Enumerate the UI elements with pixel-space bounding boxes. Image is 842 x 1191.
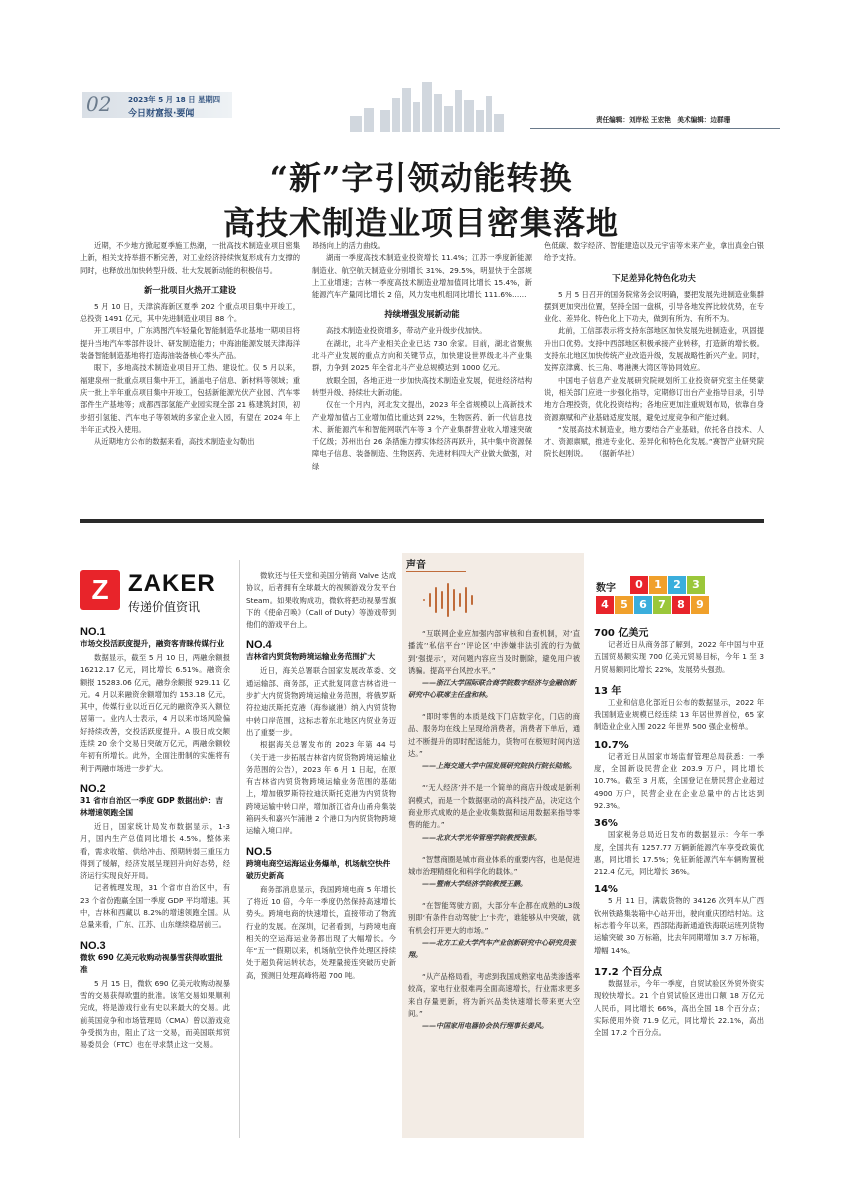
sound-wave-icon [420, 582, 478, 618]
brief-title: 跨境电商空运海运业务爆单，机场航空快件破历史新高 [246, 858, 391, 880]
brief-paragraph: 微软还与任天堂和美国分销商 Valve 达成协议，后者拥有全球最大的视频游戏分发平台 Steam。如果收购成功，微软将把动视暴雪旗下的《使命召唤》（Call of Duty）等游戏带到他们的游戏平台上。 [246, 571, 396, 630]
quote-attribution: ——暨南大学经济学院教授王鹏。 [422, 879, 527, 889]
brief-title: 微软 690 亿美元收购动视暴雪获得欧盟批准 [80, 952, 223, 974]
stat-paragraph: 记者近日从商务部了解到，2022 年中国与中亚五国贸易额实现 700 亿美元贸易目标，今年 1 至 3 月贸易额同比增长 22%，发展势头强劲。 [594, 640, 764, 674]
brief-number: NO.3 [80, 939, 106, 952]
editors-credit: 责任编辑：刘岸松 王宏艳 美术编辑：边群珊 [596, 116, 731, 124]
quote-attribution: ——上海交通大学中国发展研究院执行院长陆铭。 [422, 761, 576, 771]
zaker-logo-letter: Z [91, 574, 109, 605]
brief-title: 吉林省内贸货物跨境运输业务范围扩大 [246, 652, 376, 662]
article-paragraph: 开工项目中，广东鸿图汽车轻量化智能制造华北基地一期项目将提升当地汽车零部件设计、研发制造能力；中海油能源发展天津海洋装备智能制造基地将打造海油装备核心零头产品。 [80, 326, 300, 361]
brief-number: NO.1 [80, 626, 106, 638]
briefs-column-2 [246, 570, 396, 1138]
article-subheading: 持续增强发展新动能 [384, 309, 460, 320]
quote-attribution: ——北方工业大学汽车产业创新研究中心研究员张翔。 [408, 938, 576, 960]
article-paragraph: 色低碳、数字经济、智能建造以及元宇宙等未来产业，拿出真金白银给予支持。 [544, 241, 764, 263]
stat-figure: 36% [594, 818, 618, 830]
digit-tile: 2 [668, 576, 686, 594]
quote-text: “智慧商圈是城市商业体系的重要内容，也是促进城市治理精细化和科学化的载体。” [408, 854, 580, 876]
city-skyline-image [230, 80, 560, 132]
section-divider [80, 519, 764, 523]
article-paragraph: 仅在一个月内，河北发文提出，2023 年全省规模以上高新技术产业增加值占工业增加值比重达到 22%，生物医药、新一代信息技术、新能源汽车和智能网联汽车等 3 个产业集群营业收入增速突破千亿级；苏州出台 26 条措施力撑实体经济再跃升，其中集中资源保障电子信息、装备制造、生物医药、先进材料四大产业做大做强，对绿 [312, 400, 532, 471]
digit-tile: 4 [596, 596, 614, 614]
stat-figure: 13 年 [594, 685, 622, 697]
brief-number: NO.4 [246, 639, 272, 652]
headline-line-2: 高技术制造业项目密集落地 [222, 204, 619, 242]
digit-tile: 1 [649, 576, 667, 594]
article-paragraph: 从近期地方公布的数据来看，高技术制造业勾勒出 [94, 437, 255, 447]
article-paragraph: 中国电子信息产业发展研究院规划所工业投资研究室主任樊蒙说，相关部门应进一步强化指导，定期修订出台产业指导目录，引导地方合理投资，优化投资结构；各地应更加注重规划布局，依靠自身资源禀赋和产业基础适度发展，避免过度竞争和产能过剩。 [544, 375, 764, 422]
brief-paragraph: 根据海关总署发布的 2023 年第 44 号（关于进一步拓展吉林省内贸货物跨境运输业务范围的公告），2023 年 6 月 1 日起，在原有吉林省内贸货物跨境运输业务范围的基础上，增加俄罗斯符拉迪沃斯托克港为内贸货物跨境运输中转口岸，增加浙江省舟山甬舟集装箱码头和嘉兴乍浦港 2 个港口为内贸货物跨境运输入境口岸。 [246, 740, 396, 836]
article-paragraph: 近期，不少地方掀起夏季施工热潮，一批高技术制造业项目密集上新，相关支持举措不断完善，对工业经济持续恢复形成有力支撑的同时，也释放出加快转型升级、壮大发展新动能的积极信号。 [80, 241, 300, 275]
brief-number: NO.5 [246, 845, 272, 858]
stat-figure: 14% [594, 884, 618, 896]
article-paragraph: 高技术制造业投资增多，带动产业升级步伐加快。 [326, 326, 487, 336]
column-rule [239, 560, 240, 1138]
quote-attribution: ——北京大学光华管理学院教授张影。 [422, 832, 541, 842]
quote-text: “在智能驾驶方面，大部分车企都在成熟的L3级别即‘有条件自动驾驶’上‘卡壳’，谁能够从中突破，就有机会打开更大的市场。” [408, 901, 580, 935]
stat-paragraph: 数据显示，今年一季度，自贸试验区外贸外资实现较快增长。21 个自贸试验区进出口额 18 万亿元人民币，同比增长 66%，高出全国 18 个百分点；实际使用外资 71.9 亿元，同比增长 22.1%，高出全国 17.2 个百分点。 [594, 978, 764, 1038]
article-paragraph: 在湖北，北斗产业相关企业已达 730 余家。目前，湖北省聚焦北斗产业发展的重点方向和关键节点，加快建设世界级北斗产业集群，力争到 2025 年全省北斗产业总规模达到 1000 亿元。 [312, 338, 532, 373]
brief-title: 市场交投活跃度提升，融资客青睐传媒行业 [80, 639, 225, 648]
voice-title: 声音 [406, 560, 426, 571]
digit-tile: 7 [653, 596, 671, 614]
digit-tile: 0 [630, 576, 648, 594]
article-column-2 [312, 240, 532, 516]
issue-date: 2023年 5 月 18 日 星期四 [128, 95, 221, 104]
digit-tile: 9 [691, 596, 709, 614]
article-paragraph: 放眼全国，各地正进一步加快高技术制造业发展，促进经济结构转型升级、持续壮大新动能。 [312, 375, 532, 397]
stat-paragraph: 工业和信息化部近日公布的数据显示，2022 年我国制造业规模已经连续 13 年居世界首位，65 家制造业企业入围 2022 年世界 500 强企业榜单。 [594, 697, 764, 732]
digits-stats [594, 618, 764, 1138]
article-column-1 [80, 240, 300, 516]
brief-paragraph: 商务部消息显示，我国跨境电商 5 年增长了将近 10 倍，今年一季度仍然保持高速增长势头。跨境电商的快速增长，直接带动了物流行业的发展。在深圳，记者看到，与跨境电商相关的空运海运业务都出现了大幅增长。今年“五一”假期以来，机场航空快件处理区持续处于超负荷运转状态，处理量接连突破历史新高，预测日处理高峰将超 700 吨。 [246, 884, 396, 980]
digit-tile: 6 [634, 596, 652, 614]
stat-figure: 700 亿美元 [594, 628, 649, 639]
quote-text: “从产品格局看，考虑到我国成熟家电品类渗透率较高，家电行业很难再全面高速增长，行业需求更多来自存量更新，将为新兴品类快速增长带来更大空间。” [408, 972, 580, 1018]
brief-title: 31 省市自治区一季度 GDP 数据出炉：吉林增速领跑全国 [80, 795, 223, 817]
quote-text: “互联网企业应加强内部审核和自查机制，对‘直播流’‘私信平台’‘评论区’中涉嫌非法引流的行为做到‘强提示’，对问题内容应当及时删除，避免用户被诱骗。提高平台风控水平。” [408, 629, 580, 675]
stat-figure: 17.2 个百分点 [594, 966, 663, 978]
brief-number: NO.2 [80, 782, 106, 795]
voice-quotes [408, 628, 580, 1136]
zaker-brand-name: ZAKER [128, 570, 216, 597]
quote-attribution: ——中国家用电器协会执行理事长姜风。 [422, 1021, 548, 1031]
briefs-column-1 [80, 618, 230, 1138]
voice-title-underline [406, 571, 466, 572]
page-number: 02 [86, 92, 112, 116]
brief-paragraph: 数据显示，截至 5 月 10 日，两融余额报 16212.17 亿元，同比增长 6.51%。融资余额报 15283.06 亿元，融券余额报 929.11 亿元。4 月以来融资余额增加约 153.18 亿元，其中，传媒行业以近百亿元的融资净买入额位居第一。业内人士表示，4 月以来市场风险偏好持续改善，交投活跃度提升。A 股日成交额连续 20 余个交易日突破万亿元，两融余额较年初有所增长。此外，全面注册制的实施将有利于两融市场进一步扩大。 [80, 653, 230, 773]
brief-paragraph: 近日，国家统计局发布数据显示，1-3 月，国内生产总值同比增长 4.5%。整体来看，需求收缩、供给冲击、预期转弱三重压力得到了缓解，经济发展呈现回升向好态势，经济运行实现良好开局。 [80, 821, 230, 881]
quote-text: “即时零售的本质是线下门店数字化，门店的商品、服务均在线上呈现给消费者，消费者下单后，通过不断提升的即时配送能力，货物可在极短时间内送达。” [408, 712, 580, 759]
article-column-3 [544, 240, 764, 516]
digit-tile: 5 [615, 596, 633, 614]
header-rule [530, 128, 780, 129]
zaker-tagline: 传递价值资讯 [128, 600, 201, 614]
digit-tile: 8 [672, 596, 690, 614]
quote-attribution: ——浙江大学国际联合商学院数字经济与金融创新研究中心联席主任盘和林。 [408, 678, 576, 700]
stat-paragraph: 国家税务总局近日发布的数据显示：今年一季度，全国共有 1257.77 万辆新能源汽车享受政策优惠，同比增长 17.5%；免征新能源汽车车辆购置税 212.4 亿元，同比增长 36%。 [594, 830, 764, 877]
article-paragraph: 此前，工信部表示将支持东部地区加快发展先进制造业，巩固提升出口优势。支持中西部地区积极承接产业转移，打造新的增长极。支持东北地区加快传统产业改造升级，发展战略性新兴产业。同时，发挥京津冀、长三角、粤港澳大湾区等协同效应。 [544, 326, 764, 373]
article-paragraph: 眼下，多地高技术制造业项目开工热、建设忙。仅 5 月以来，福建泉州一批重点项目集中开工，涵盖电子信息、新材料等领域；重庆一批上半年重点项目集中开竣工，包括新能源光伏产业园、汽车零部件生产基地等；成都西部氢能产业园实现全部 21 栋建筑封顶，初步招引氢能、汽车电子等领域的多家企业入园，有望在 2024 年上半年正式投入使用。 [80, 363, 300, 434]
article-paragraph: 湖南一季度高技术制造业投资增长 11.4%；江苏一季度新能源制造业、航空航天制造业分别增长 31%、29.5%，明显快于全部规上工业增速；吉林一季度高技术制造业增加值同比增长 15.4%，新能源汽车产量同比增长 2 倍，风力发电机组同比增长 111.6%…… [312, 253, 532, 300]
article-paragraph: 5 月 5 日召开的国务院常务会议明确，要把发展先进制造业集群摆到更加突出位置，坚持全国一盘棋，引导各地发挥比较优势，在专业化、差异化、特色化上下功夫，做到有所为、有所不为。 [544, 289, 764, 324]
article-paragraph: 5 月 10 日，天津滨海新区夏季 202 个重点项目集中开竣工，总投资 1491 亿元，其中先进制造业项目 88 个。 [80, 301, 300, 324]
article-subheading: 新一批项目火热开工建设 [143, 284, 237, 295]
article-paragraph: 昂扬向上的活力曲线。 [312, 241, 385, 250]
quote-text: “‘无人经济’并不是一个简单的商店升级或是新利润模式，而是一个数据驱动的高科技产品，决定这个商业形式成败的是企业收集数据和运用数据来指导零售的能力。” [408, 783, 580, 830]
brief-paragraph: 记者梳理发现，31 个省市自治区中，有 23 个省份跑赢全国一季度 GDP 平均增速。其中，吉林和西藏以 8.2%的增速领跑全国。从总量来看，广东、江苏、山东继续稳居前三。 [80, 883, 230, 930]
brief-paragraph: 5 月 15 日，微软 690 亿美元收购动视暴雪的交易获得欧盟的批准。该笔交易如果顺利完成，将是游戏行业有史以来最大的交易。此前英国竞争和市场管理局（CMA）曾以游戏竞争受损为由，阻止了这一交易，而美国联邦贸易委员会（FTC）也在寻求禁止这一交易。 [80, 978, 230, 1050]
stat-paragraph: 5 月 11 日，满载货物的 34126 次列车从广西钦州铁路集装箱中心站开出，驶向重庆团结村站。这标志着今年以来，西部陆海新通道铁海联运班列货物运输突破 30 万标箱，比去年同期增加 3.7 万标箱，增幅 14%。 [594, 896, 764, 955]
stat-paragraph: 记者近日从国家市场监督管理总局获悉：一季度，全国新设民营企业 203.9 万户，同比增长 10.7%。截至 3 月底，全国登记在册民营企业超过 4900 万户，民营企业在企业总量中的占比达到 92.3%。 [594, 751, 764, 810]
stat-figure: 10.7% [594, 739, 629, 751]
headline-line-1: “新”字引领动能转换 [269, 159, 573, 197]
article-paragraph: “发展高技术制造业，地方要结合产业基础，依托各自技术、人才、资源禀赋，推进专业化、差异化和特色化发展。”赛智产业研究院院长赵刚说。 （据新华社） [544, 424, 764, 459]
article-subheading: 下足差异化特色化功夫 [612, 272, 696, 283]
digits-title: 数字 [596, 583, 616, 594]
section-name: 今日财富报·要闻 [128, 109, 195, 119]
brief-paragraph: 近日，海关总署联合国家发展改革委、交通运输部、商务部，正式批复同意吉林省进一步扩大内贸货物跨境运输业务范围，将俄罗斯符拉迪沃斯托克港（海参崴港）纳入内贸货物中转口岸范围，这标志着东北地区内贸业务迈出了重要一步。 [246, 666, 396, 737]
digit-tile: 3 [687, 576, 705, 594]
